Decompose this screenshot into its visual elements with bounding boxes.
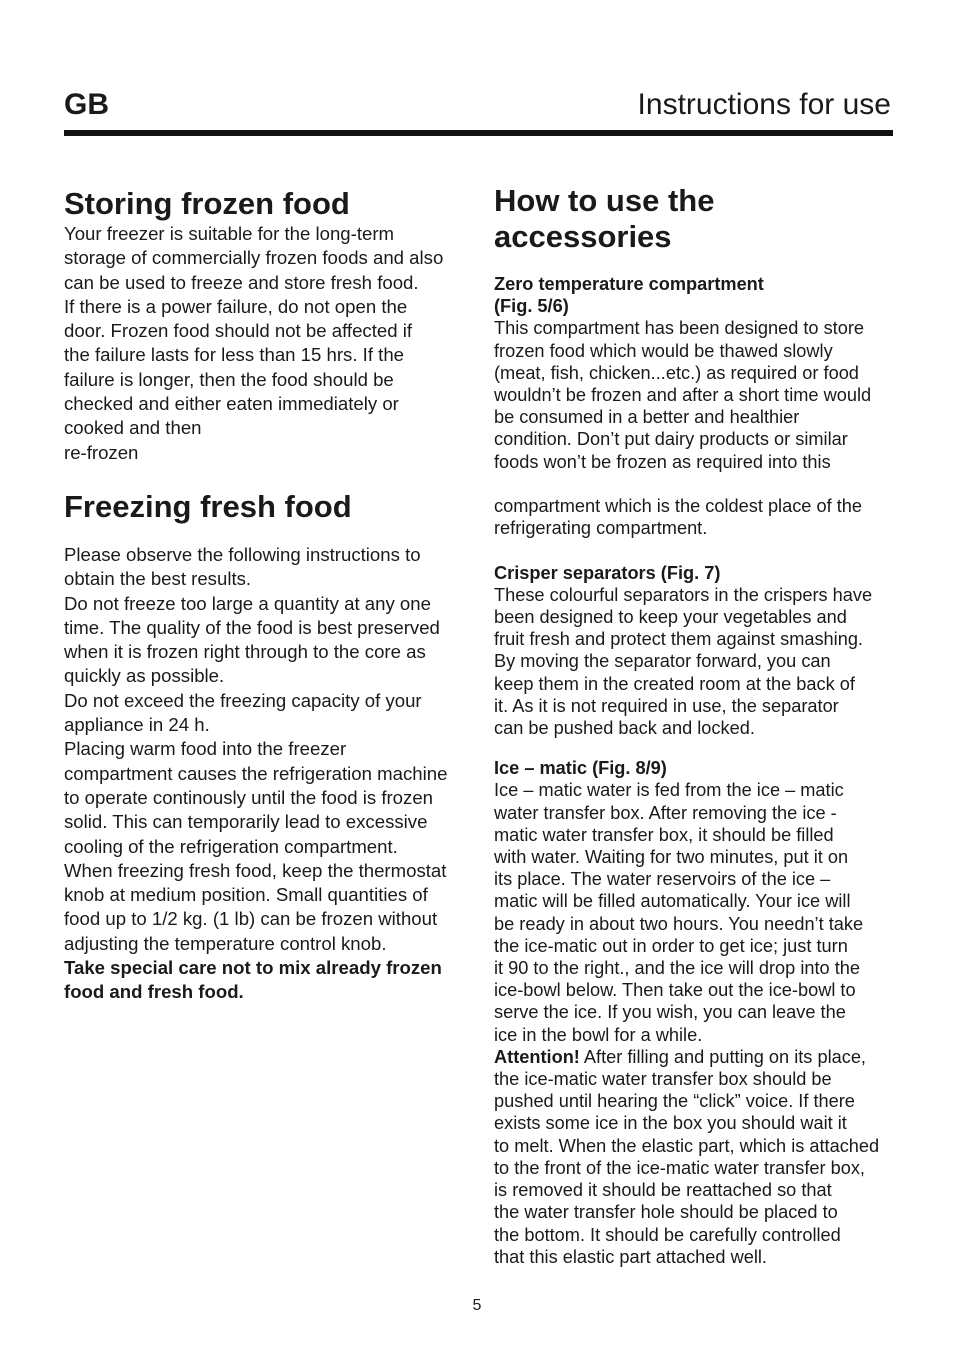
storing-frozen-food-heading: Storing frozen food <box>64 186 350 221</box>
text-line: keep them in the created room at the back of <box>494 673 855 694</box>
text-line: Ice – matic water is fed from the ice – matic <box>494 780 844 801</box>
section-title: (Fig. 5/6) <box>494 296 569 317</box>
text-line: be ready in about two hours. You needn’t take <box>494 913 864 934</box>
text-line: adjusting the temperature control knob. <box>64 932 387 954</box>
header-divider <box>64 130 893 136</box>
text-line: with water. Waiting for two minutes, put it on <box>494 847 849 868</box>
text-line: its place. The water reservoirs of the ice – <box>494 869 831 890</box>
warning-line: food and fresh food. <box>64 981 244 1003</box>
text-line: can be pushed back and locked. <box>494 718 755 739</box>
text-line: pushed until hearing the “click” voice. If there <box>494 1091 855 1112</box>
text-line: the ice-matic out in order to get ice; just turn <box>494 935 848 956</box>
storing-frozen-food-text <box>64 222 464 465</box>
text-line: the failure lasts for less than 15 hrs. If the <box>64 344 405 366</box>
text-line: compartment which is the coldest place of the <box>494 496 862 517</box>
text-line: be consumed in a better and healthier <box>494 407 800 428</box>
text-line: checked and either eaten immediately or <box>64 393 399 415</box>
text-line: ice in the bowl for a while. <box>494 1024 703 1045</box>
text-line: quickly as possible. <box>64 665 225 687</box>
text-line: ice-bowl below. Then take out the ice-bowl to <box>494 980 856 1001</box>
text-line: failure is longer, then the food should be <box>64 368 394 390</box>
text-line: it. As it is not required in use, the separator <box>494 695 839 716</box>
text-line: Please observe the following instructions to <box>64 543 421 565</box>
text-line: Do not exceed the freezing capacity of your <box>64 689 422 711</box>
freezing-fresh-food-text <box>64 543 464 1005</box>
text-line: Do not freeze too large a quantity at any one <box>64 592 431 614</box>
text-line: refrigerating compartment. <box>494 518 708 539</box>
text-line: it 90 to the right., and the ice will drop into the <box>494 958 860 979</box>
text-line: When freezing fresh food, keep the thermostat <box>64 859 447 881</box>
text-line: foods won’t be frozen as required into this <box>494 451 831 472</box>
text-line: serve the ice. If you wish, you can leave the <box>494 1002 846 1023</box>
text-line: the water transfer hole should be placed to <box>494 1202 838 1223</box>
warning-line: Take special care not to mix already frozen <box>64 957 442 979</box>
text-line: knob at medium position. Small quantities of <box>64 884 428 906</box>
text-line: fruit fresh and protect them against smashing. <box>494 629 863 650</box>
text-line: frozen food which would be thawed slowly <box>494 340 833 361</box>
zero-temperature-section <box>494 273 899 539</box>
attention-label: Attention! <box>494 1046 580 1067</box>
text-line: exists some ice in the box you should wait it <box>494 1113 847 1134</box>
section-title: Ice – matic (Fig. 8/9) <box>494 758 667 779</box>
text-line: storage of commercially frozen foods and also <box>64 247 444 269</box>
text-line: matic will be filled automatically. Your ice will <box>494 891 851 912</box>
document-title: Instructions for use <box>637 88 891 121</box>
text-line: condition. Don’t put dairy products or similar <box>494 429 848 450</box>
text-line: solid. This can temporarily lead to excessive <box>64 811 428 833</box>
section-title: Zero temperature compartment <box>494 274 764 294</box>
text-line: If there is a power failure, do not open the <box>64 295 408 317</box>
text-line: to the front of the ice-matic water transfer box, <box>494 1157 865 1178</box>
crisper-separators-section <box>494 562 899 740</box>
text-line: time. The quality of the food is best preserved <box>64 616 440 638</box>
accessories-heading: How to use the accessories <box>494 183 715 254</box>
text-line: matic water transfer box, it should be filled <box>494 824 834 845</box>
ice-matic-section <box>494 757 899 1268</box>
text-line: This compartment has been designed to store <box>494 318 865 339</box>
attention-line <box>494 1046 899 1068</box>
attention-text: After filling and putting on its place, <box>579 1046 866 1067</box>
text-line: obtain the best results. <box>64 568 252 590</box>
text-line: is removed it should be reattached so that <box>494 1180 832 1201</box>
section-title: Crisper separators (Fig. 7) <box>494 562 721 583</box>
text-line: Your freezer is suitable for the long-term <box>64 223 395 244</box>
text-line: the ice-matic water transfer box should be <box>494 1069 832 1090</box>
left-column <box>64 186 464 1005</box>
text-line: to melt. When the elastic part, which is attached <box>494 1135 880 1156</box>
right-column <box>494 183 899 1268</box>
text-line: compartment causes the refrigeration machine <box>64 762 448 784</box>
text-line: food up to 1/2 kg. (1 lb) can be frozen without <box>64 908 438 930</box>
text-line: These colourful separators in the crispers have <box>494 584 873 605</box>
text-line: that this elastic part attached well. <box>494 1246 767 1267</box>
text-line: to operate continously until the food is frozen <box>64 786 434 808</box>
language-code: GB <box>64 88 109 121</box>
text-line: cooked and then <box>64 417 202 439</box>
text-line: Placing warm food into the freezer <box>64 738 347 760</box>
text-line: been designed to keep your vegetables and <box>494 607 847 628</box>
freezing-fresh-food-heading: Freezing fresh food <box>64 488 352 524</box>
text-line: door. Frozen food should not be affected if <box>64 320 413 342</box>
text-line: wouldn’t be frozen and after a short time would <box>494 385 872 406</box>
text-line: can be used to freeze and store fresh food. <box>64 271 419 293</box>
text-line: By moving the separator forward, you can <box>494 651 831 672</box>
text-line: re-frozen <box>64 441 139 463</box>
text-line: appliance in 24 h. <box>64 714 210 736</box>
text-line: (meat, fish, chicken...etc.) as required or food <box>494 362 859 383</box>
page-number: 5 <box>472 1297 482 1314</box>
text-line: water transfer box. After removing the ice - <box>494 802 837 823</box>
text-line: when it is frozen right through to the core as <box>64 641 426 663</box>
text-line: the bottom. It should be carefully controlled <box>494 1224 841 1245</box>
text-line: cooling of the refrigeration compartment. <box>64 835 398 857</box>
